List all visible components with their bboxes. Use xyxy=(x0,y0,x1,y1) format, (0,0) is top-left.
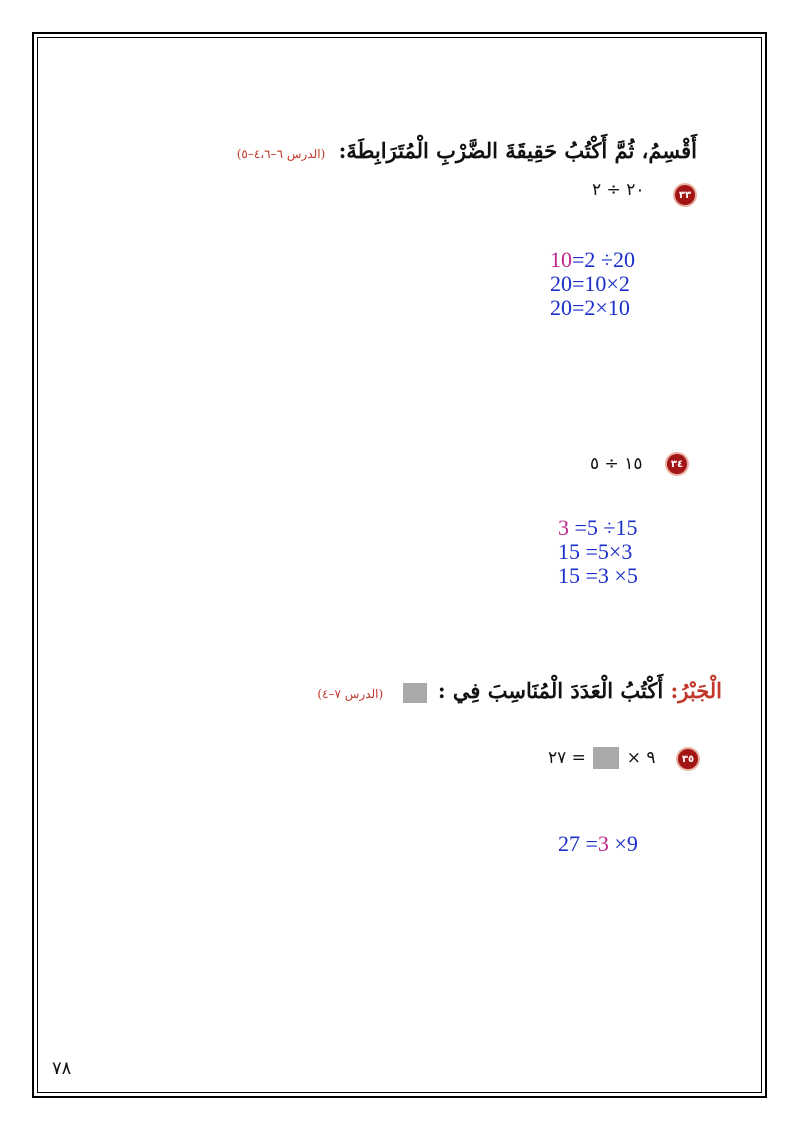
problem-text: ١٥ ÷ ٥ xyxy=(590,454,643,474)
section-title: الْجَبْرُ: xyxy=(670,678,722,703)
page-border-inner xyxy=(37,37,762,1093)
answer-line xyxy=(558,516,638,540)
section-heading-algebra xyxy=(317,678,722,703)
answer-block-q35 xyxy=(558,832,638,856)
answer-equation: 27 = xyxy=(558,831,598,856)
answer-equation: =5 ÷15 xyxy=(569,515,638,540)
answer-result: 3 xyxy=(597,831,609,856)
page-number: ٧٨ xyxy=(52,1058,72,1079)
answer-equation: 15 =3 ×5 xyxy=(558,563,638,588)
answer-block-q34 xyxy=(558,516,638,588)
answer-line xyxy=(558,540,638,564)
section-heading-divide xyxy=(237,138,697,163)
answer-equation: 20=2×10 xyxy=(550,295,630,320)
problem-left: ٩ × xyxy=(626,748,656,768)
problem-text xyxy=(548,747,656,769)
heading-text: أَقْسِمُ، ثُمَّ أَكْتُبُ حَقِيقَةَ الضَّرْبِ الْمُتَرَابِطَةَ: xyxy=(338,138,697,163)
blank-box-icon xyxy=(403,683,427,703)
answer-equation: 20=10×2 xyxy=(550,271,630,296)
answer-result: 3 xyxy=(558,515,569,540)
question-number-badge: ٣٤ xyxy=(667,454,687,474)
heading-text: أَكْتُبُ الْعَدَدَ الْمُنَاسِبَ فِي : xyxy=(437,678,664,703)
answer-line xyxy=(550,272,635,296)
problem-text: ٢٠ ÷ ٢ xyxy=(592,180,645,200)
answer-line xyxy=(550,248,635,272)
problem-right: = ٢٧ xyxy=(548,748,586,768)
question-number-badge: ٣٥ xyxy=(678,749,698,769)
blank-box-icon xyxy=(593,747,619,769)
answer-line xyxy=(550,296,635,320)
answer-equation: =2 ÷20 xyxy=(572,247,635,272)
question-number-badge: ٣٣ xyxy=(675,185,695,205)
answer-equation: 15 =5×3 xyxy=(558,539,633,564)
answer-block-q33 xyxy=(550,248,635,320)
answer-equation: ×9 xyxy=(608,831,638,856)
lesson-reference: (الدرس ٦–٤،٦–٥) xyxy=(236,147,326,161)
lesson-reference: (الدرس ٧–٤) xyxy=(317,687,384,701)
answer-line xyxy=(558,564,638,588)
answer-result: 10 xyxy=(550,247,572,272)
